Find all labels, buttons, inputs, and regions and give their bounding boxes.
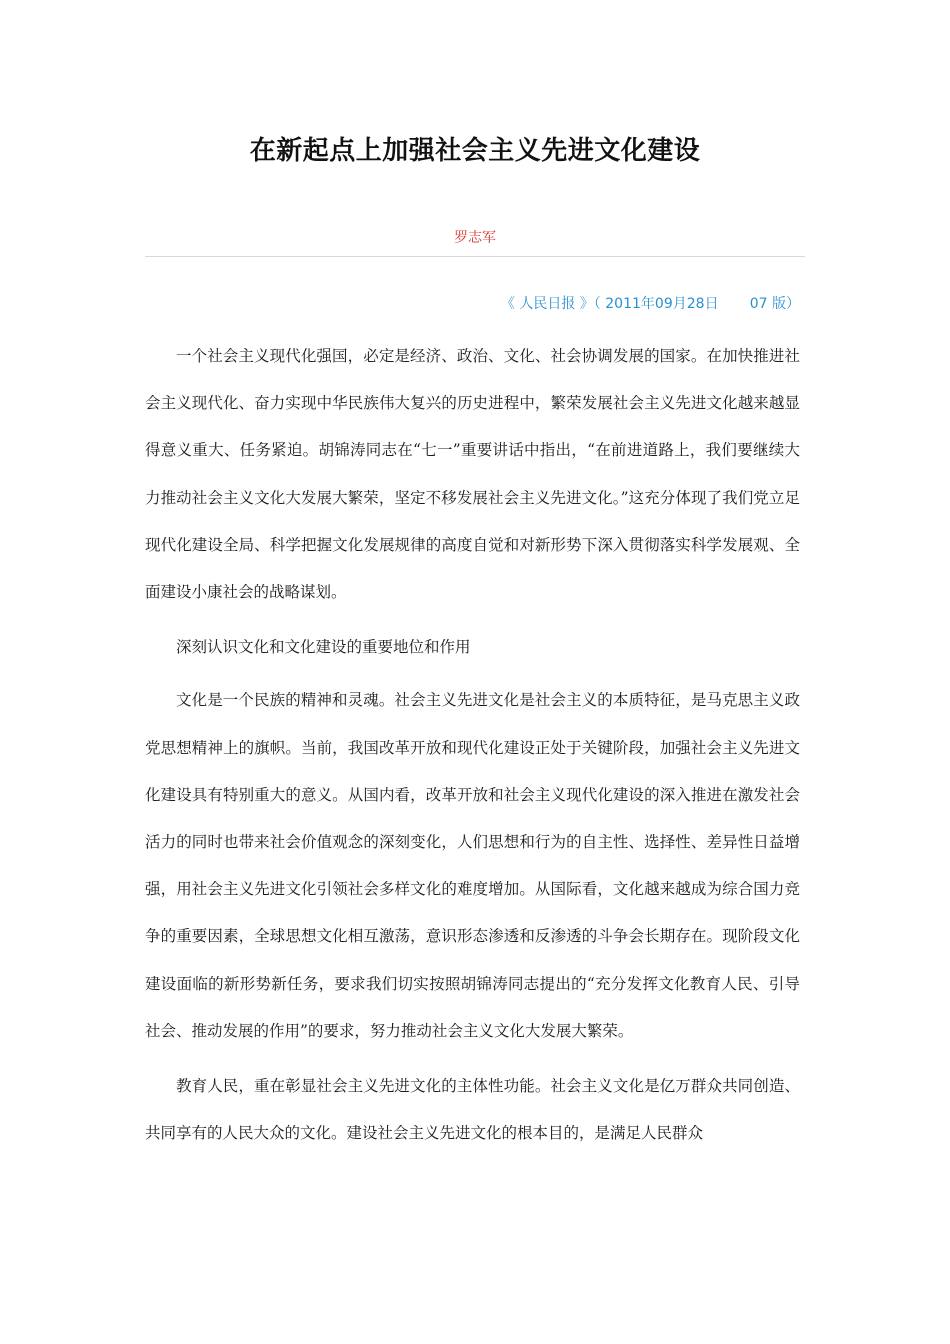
source-close-bracket: 》（ bbox=[579, 296, 601, 312]
source-open-bracket: 《 bbox=[500, 296, 515, 312]
paragraph: 文化是一个民族的精神和灵魂。社会主义先进文化是社会主义的本质特征，是马克思主义政党思想精神上的旗帜。当前，我国改革开放和现代化建设正处于关键阶段，加强社会主义先进文化建设具有特别重大的意义。从国内看，改革开放和社会主义现代化建设的深入推进在激发社会活力的同时也带来社会价值观念的深刻变化，人们思想和行为的自主性、选择性、差异性日益增强，用社会主义先进文化引领社会多样文化的难度增加。从国际看，文化越来越成为综合国力竞争的重要因素，全球思想文化相互激荡，意识形态渗透和反渗透的斗争会长期存在。现阶段文化建设面临的新形势新任务，要求我们切实按照胡锦涛同志提出的“充分发挥文化教育人民、引导社会、推动发展的作用”的要求，努力推动社会主义文化大发展大繁荣。 bbox=[145, 691, 800, 1040]
paragraph: 一个社会主义现代化强国，必定是经济、政治、文化、社会协调发展的国家。在加快推进社会主义现代化、奋力实现中华民族伟大复兴的历史进程中，繁荣发展社会主义先进文化越来越显得意义重大、任务紧迫。胡锦涛同志在“七一”重要讲话中指出，“在前进道路上，我们要继续大力推动社会主义文化大发展大繁荣，坚定不移发展社会主义先进文化。”这充分体现了我们党立足现代化建设全局、科学把握文化发展规律的高度自觉和对新形势下深入贯彻落实科学发展观、全面建设小康社会的战略谋划。 bbox=[145, 347, 800, 602]
article-source bbox=[501, 294, 800, 314]
article-title: 在新起点上加强社会主义先进文化建设 bbox=[249, 136, 701, 166]
source-year: 2011 bbox=[605, 296, 641, 312]
article-body bbox=[145, 333, 800, 1165]
paragraph: 教育人民，重在彰显社会主义先进文化的主体性功能。社会主义文化是亿万群众共同创造、共同享有的人民大众的文化。建设社会主义先进文化的根本目的，是满足人民群众 bbox=[145, 1077, 800, 1143]
article-author: 罗志军 bbox=[454, 230, 496, 246]
source-edition: 07 bbox=[749, 296, 768, 312]
source-day-unit: 日 bbox=[704, 296, 719, 312]
source-edition-unit: 版） bbox=[772, 296, 800, 312]
section-heading: 深刻认识文化和文化建设的重要地位和作用 bbox=[176, 638, 471, 657]
source-newspaper: 人民日报 bbox=[519, 296, 576, 312]
source-month: 09 bbox=[654, 296, 673, 312]
source-year-unit: 年 bbox=[640, 296, 655, 312]
source-day: 28 bbox=[686, 296, 705, 312]
title-divider bbox=[145, 256, 805, 257]
source-month-unit: 月 bbox=[672, 296, 687, 312]
